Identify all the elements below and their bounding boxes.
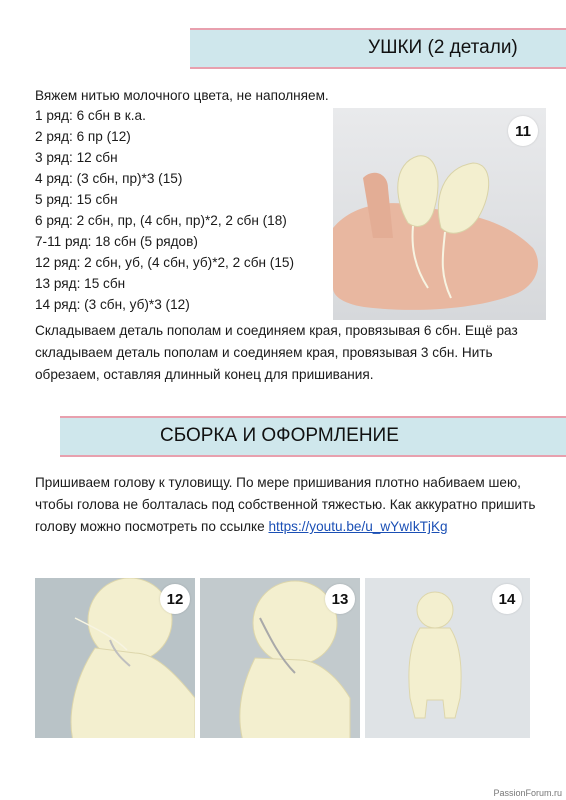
banner-accent-line	[190, 67, 566, 69]
row-instruction: 5 ряд: 15 сбн	[35, 192, 118, 207]
row-instruction: 4 ряд: (3 сбн, пр)*3 (15)	[35, 171, 183, 186]
photo-ears-in-hand	[333, 108, 546, 320]
row-instruction: 14 ряд: (3 сбн, уб)*3 (12)	[35, 297, 190, 312]
intro-text: Вяжем нитью молочного цвета, не наполняем.	[35, 88, 329, 103]
photo-number-badge: 11	[508, 116, 538, 146]
row-instruction: 3 ряд: 12 сбн	[35, 150, 118, 165]
row-instruction: 2 ряд: 6 пр (12)	[35, 129, 131, 144]
section-title: СБОРКА И ОФОРМЛЕНИЕ	[160, 425, 399, 446]
photo-sewing-head-side	[35, 578, 195, 738]
section-title: УШКИ (2 детали)	[368, 37, 518, 58]
photo-number-badge: 14	[492, 584, 522, 614]
photo-number-badge: 13	[325, 584, 355, 614]
section-banner-assembly	[0, 416, 566, 456]
site-watermark: PassionForum.ru	[493, 788, 562, 798]
photo-sewing-head-front	[200, 578, 360, 738]
row-instruction: 7-11 ряд: 18 сбн (5 рядов)	[35, 234, 198, 249]
banner-accent-line	[60, 455, 566, 457]
section-banner-ears	[0, 28, 566, 68]
photo-number-badge: 12	[160, 584, 190, 614]
video-link[interactable]: https://youtu.be/u_wYwIkTjKg	[268, 519, 448, 534]
row-instruction: 1 ряд: 6 сбн в к.а.	[35, 108, 146, 123]
assembly-text	[35, 472, 540, 538]
row-instruction: 12 ряд: 2 сбн, уб, (4 сбн, уб)*2, 2 сбн (15)	[35, 255, 294, 270]
banner-accent-line	[60, 416, 566, 418]
banner-accent-line	[190, 28, 566, 30]
assembly-instructions-ears: Складываем деталь пополам и соединяем края, провязывая 6 сбн. Ещё раз складываем деталь пополам и соединяем края, провязывая 3 сбн. Нить обрезаем, оставляя длинный конец для пришивания.	[35, 323, 518, 382]
assembly-instructions: Пришиваем голову к туловищу. По мере пришивания плотно набиваем шею, чтобы голова не болталась под собственной тяжестью. Как аккуратно пришить голову можно посмотреть по ссылке	[35, 475, 536, 534]
photo-assembled-body	[365, 578, 530, 738]
row-instruction: 13 ряд: 15 сбн	[35, 276, 126, 291]
row-instruction: 6 ряд: 2 сбн, пр, (4 сбн, пр)*2, 2 сбн (18)	[35, 213, 287, 228]
